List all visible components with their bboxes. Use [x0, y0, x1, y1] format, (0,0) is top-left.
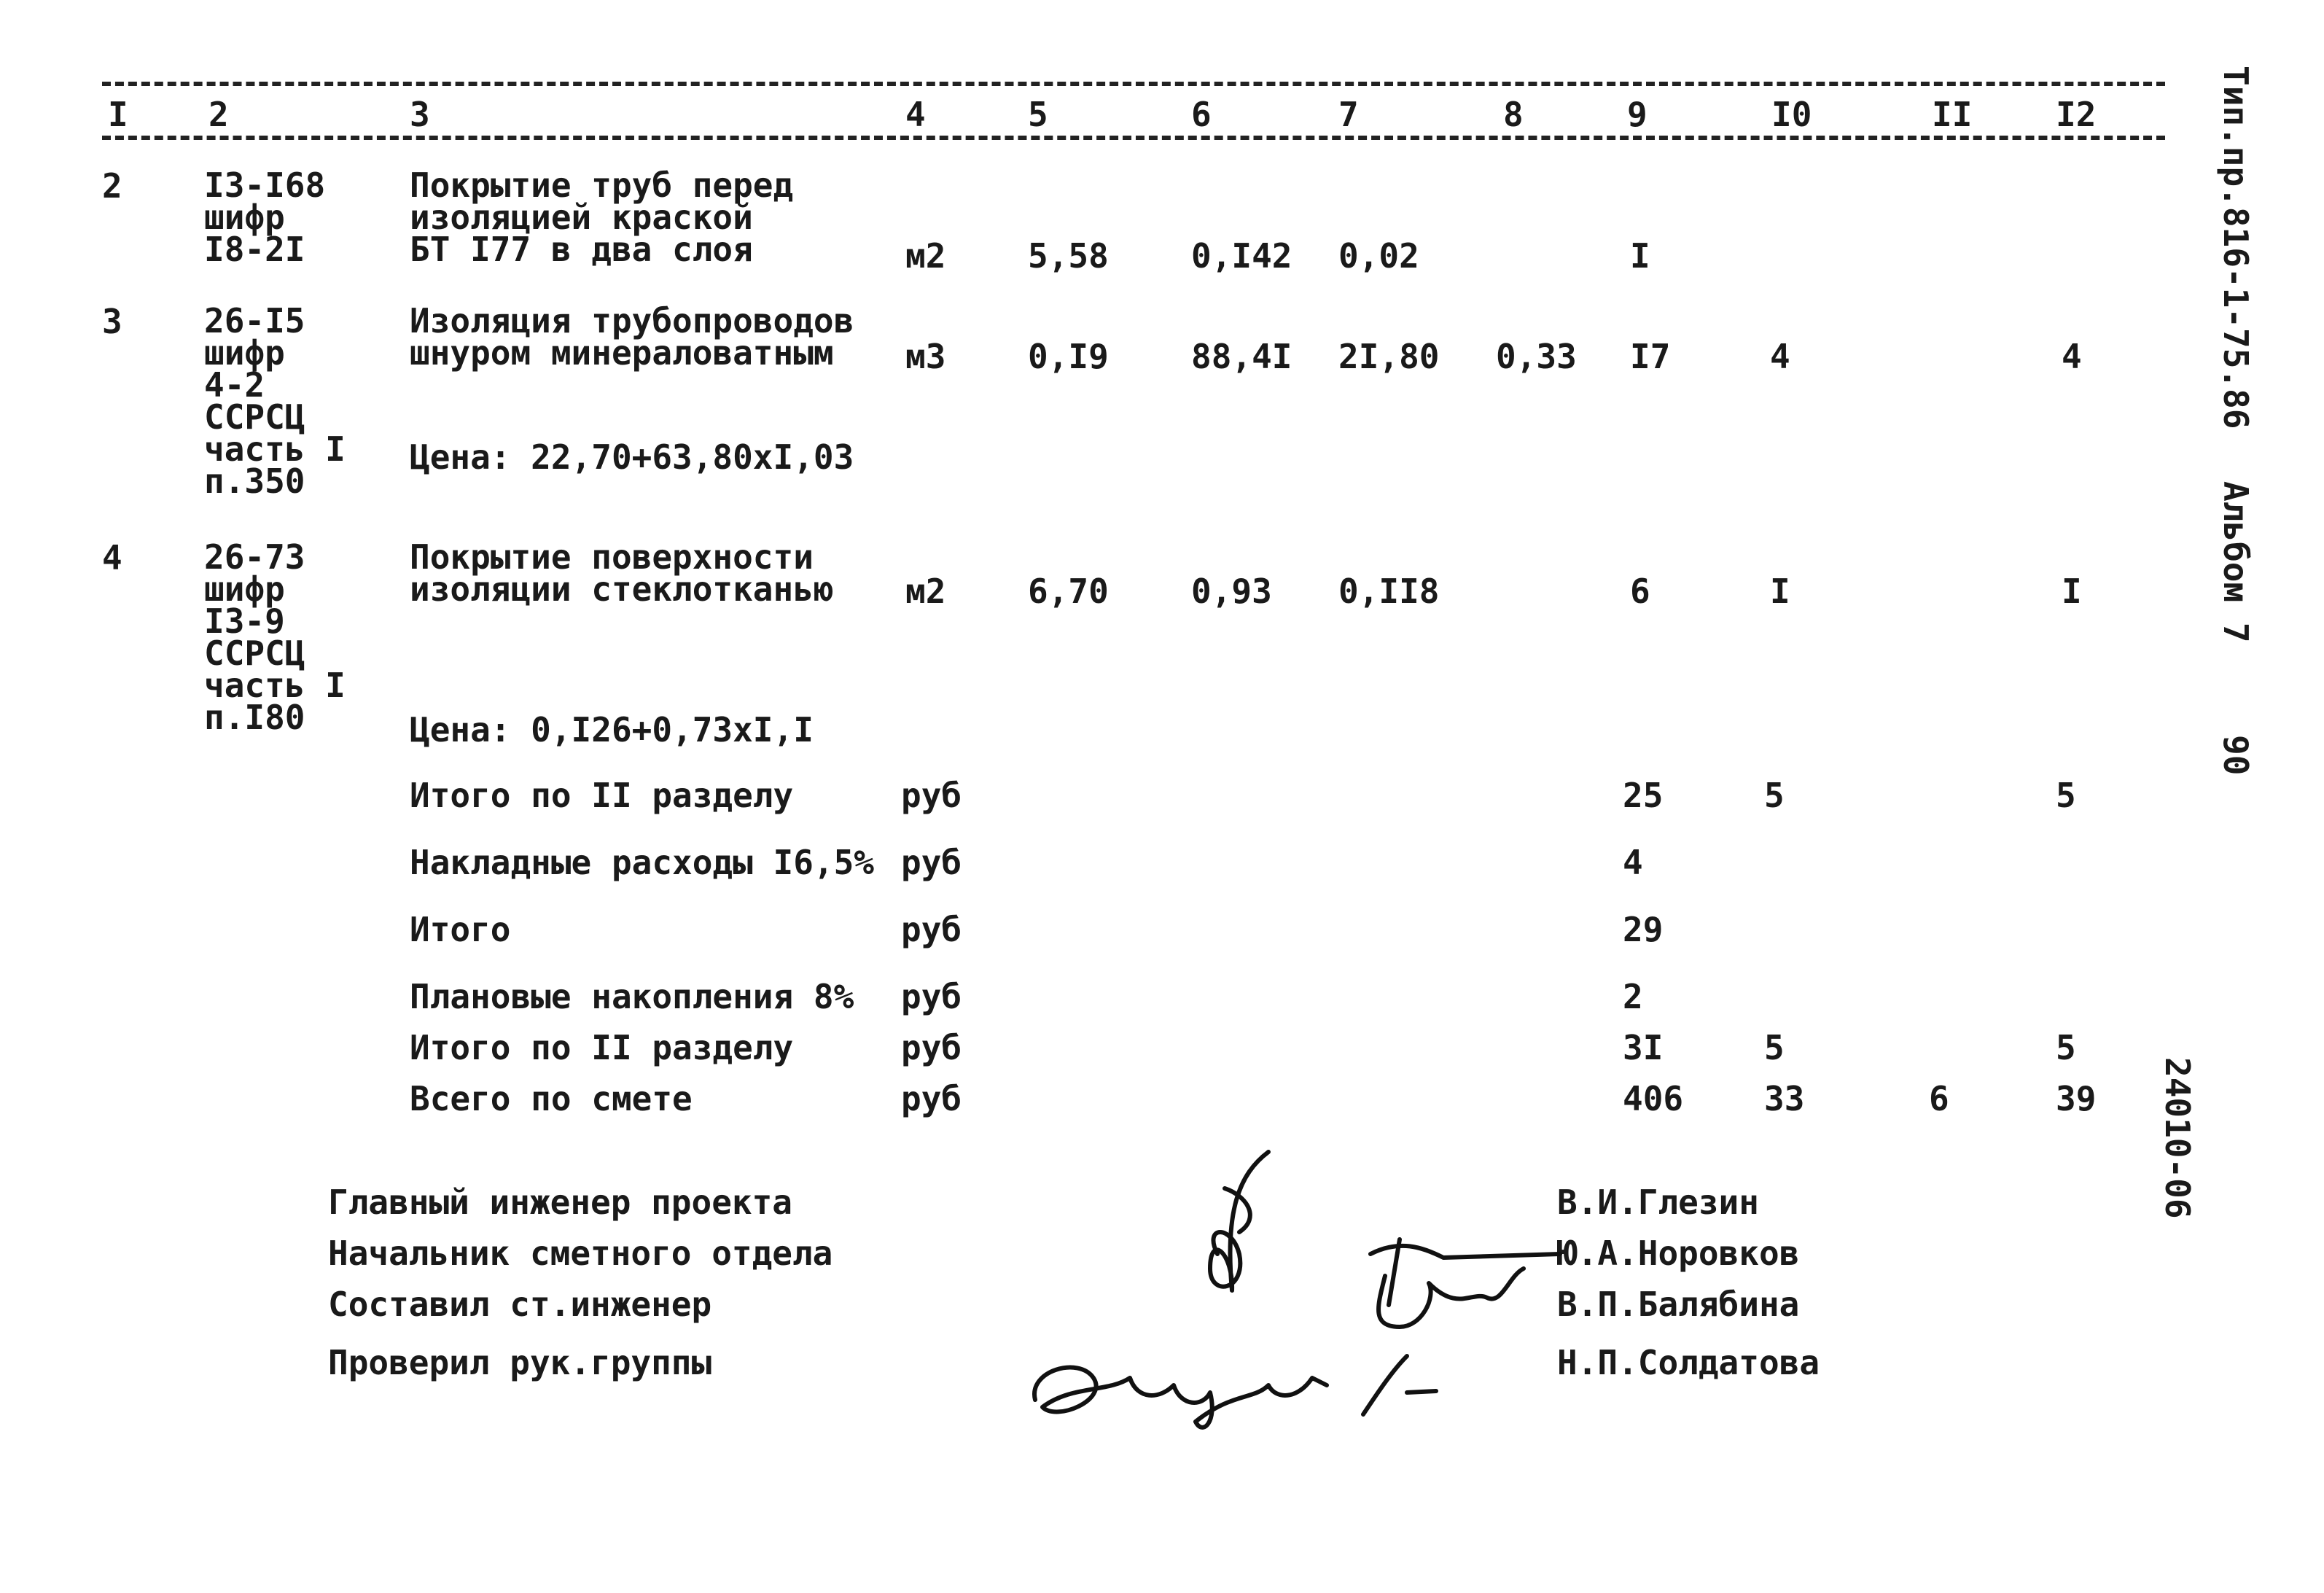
row-code: 26-73 шифр I3-9 ССРСЦ часть I п.I80 [204, 537, 346, 737]
total-col9: 25 [1623, 776, 1664, 815]
total-label: Итого по II разделу [410, 1028, 794, 1067]
document-number: 24010-06 [2158, 1057, 2197, 1219]
row-col7: 2I,80 [1338, 337, 1440, 376]
row-col12: 4 [2062, 337, 2082, 376]
col-header-1: I [108, 95, 128, 134]
col-header-12: I2 [2056, 95, 2097, 134]
total-col9: 29 [1623, 910, 1664, 949]
total-col12: 39 [2056, 1079, 2097, 1118]
row-description: Покрытие труб перед изоляцией краской БТ I77 в два слоя [410, 165, 794, 269]
signature-mark [1181, 1145, 1298, 1312]
signatory-role: Проверил рук.группы [328, 1343, 712, 1382]
row-number: 2 [102, 166, 122, 206]
total-col10: 5 [1764, 1028, 1785, 1067]
row-unit: м3 [905, 337, 946, 376]
row-col7: 0,II8 [1338, 572, 1440, 611]
row-unit: м2 [905, 236, 946, 276]
total-label: Итого [410, 910, 511, 949]
total-col9: 3I [1623, 1028, 1664, 1067]
total-col12: 5 [2056, 1028, 2076, 1067]
total-col12: 5 [2056, 776, 2076, 815]
total-unit: руб [901, 1028, 962, 1067]
row-col9: 6 [1630, 572, 1650, 611]
total-col9: 406 [1623, 1079, 1684, 1118]
signatory-name: Ю.А.Норовков [1557, 1234, 1800, 1273]
signatory-role: Главный инженер проекта [328, 1183, 792, 1222]
header-top-rule [102, 82, 2165, 86]
total-unit: руб [901, 910, 962, 949]
col-header-11: II [1932, 95, 1973, 134]
row-code: 26-I5 шифр 4-2 ССРСЦ часть I п.350 [204, 301, 346, 501]
row-col6: 88,4I [1191, 337, 1292, 376]
col-header-7: 7 [1338, 95, 1359, 134]
row-number: 3 [102, 302, 122, 341]
total-col10: 5 [1764, 776, 1785, 815]
col-header-9: 9 [1627, 95, 1648, 134]
row-col7: 0,02 [1338, 236, 1419, 276]
row-number: 4 [102, 538, 122, 577]
row-unit: м2 [905, 572, 946, 611]
col-header-8: 8 [1503, 95, 1524, 134]
row-description: Изоляция трубопроводов шнуром минераловатным [410, 301, 854, 373]
row-col12: I [2062, 572, 2082, 611]
total-unit: руб [901, 977, 962, 1016]
signature-mark [1356, 1225, 1567, 1341]
row-description: Покрытие поверхности изоляции стеклотканью [410, 537, 834, 609]
row-price: Цена: 0,I26+0,73хI,I [410, 710, 814, 749]
signature-mark [1013, 1334, 1443, 1444]
signatory-name: Н.П.Солдатова [1557, 1343, 1820, 1382]
row-price: Цена: 22,70+63,80хI,03 [410, 437, 854, 477]
total-unit: руб [901, 843, 962, 882]
row-col5: 6,70 [1028, 572, 1109, 611]
row-col9: I [1630, 236, 1650, 276]
col-header-6: 6 [1191, 95, 1212, 134]
row-col10: I [1770, 572, 1790, 611]
signatory-role: Составил ст.инженер [328, 1285, 712, 1324]
signatory-name: В.И.Глезин [1557, 1183, 1759, 1222]
total-col10: 33 [1764, 1079, 1805, 1118]
total-label: Итого по II разделу [410, 776, 794, 815]
row-col5: 0,I9 [1028, 337, 1109, 376]
total-label: Накладные расходы I6,5% [410, 843, 874, 882]
header-bottom-rule [102, 136, 2165, 140]
col-header-3: 3 [410, 95, 430, 134]
row-col9: I7 [1630, 337, 1671, 376]
col-header-5: 5 [1028, 95, 1048, 134]
col-header-2: 2 [208, 95, 229, 134]
col-header-4: 4 [905, 95, 926, 134]
album-label: Альбом 7 [2216, 481, 2255, 643]
page-number: 90 [2216, 735, 2255, 776]
series-code: Тип.пр.816-1-75.86 [2216, 66, 2255, 429]
total-label: Всего по смете [410, 1079, 693, 1118]
total-col9: 4 [1623, 843, 1643, 882]
total-label: Плановые накопления 8% [410, 977, 854, 1016]
signatory-name: В.П.Балябина [1557, 1285, 1800, 1324]
row-col10: 4 [1770, 337, 1790, 376]
total-unit: руб [901, 1079, 962, 1118]
row-col5: 5,58 [1028, 236, 1109, 276]
row-code: I3-I68 шифр I8-2I [204, 165, 326, 269]
total-col9: 2 [1623, 977, 1643, 1016]
row-col8: 0,33 [1496, 337, 1577, 376]
signatory-role: Начальник сметного отдела [328, 1234, 833, 1273]
total-unit: руб [901, 776, 962, 815]
col-header-10: I0 [1771, 95, 1812, 134]
total-col11: 6 [1929, 1079, 1949, 1118]
row-col6: 0,93 [1191, 572, 1272, 611]
row-col6: 0,I42 [1191, 236, 1292, 276]
